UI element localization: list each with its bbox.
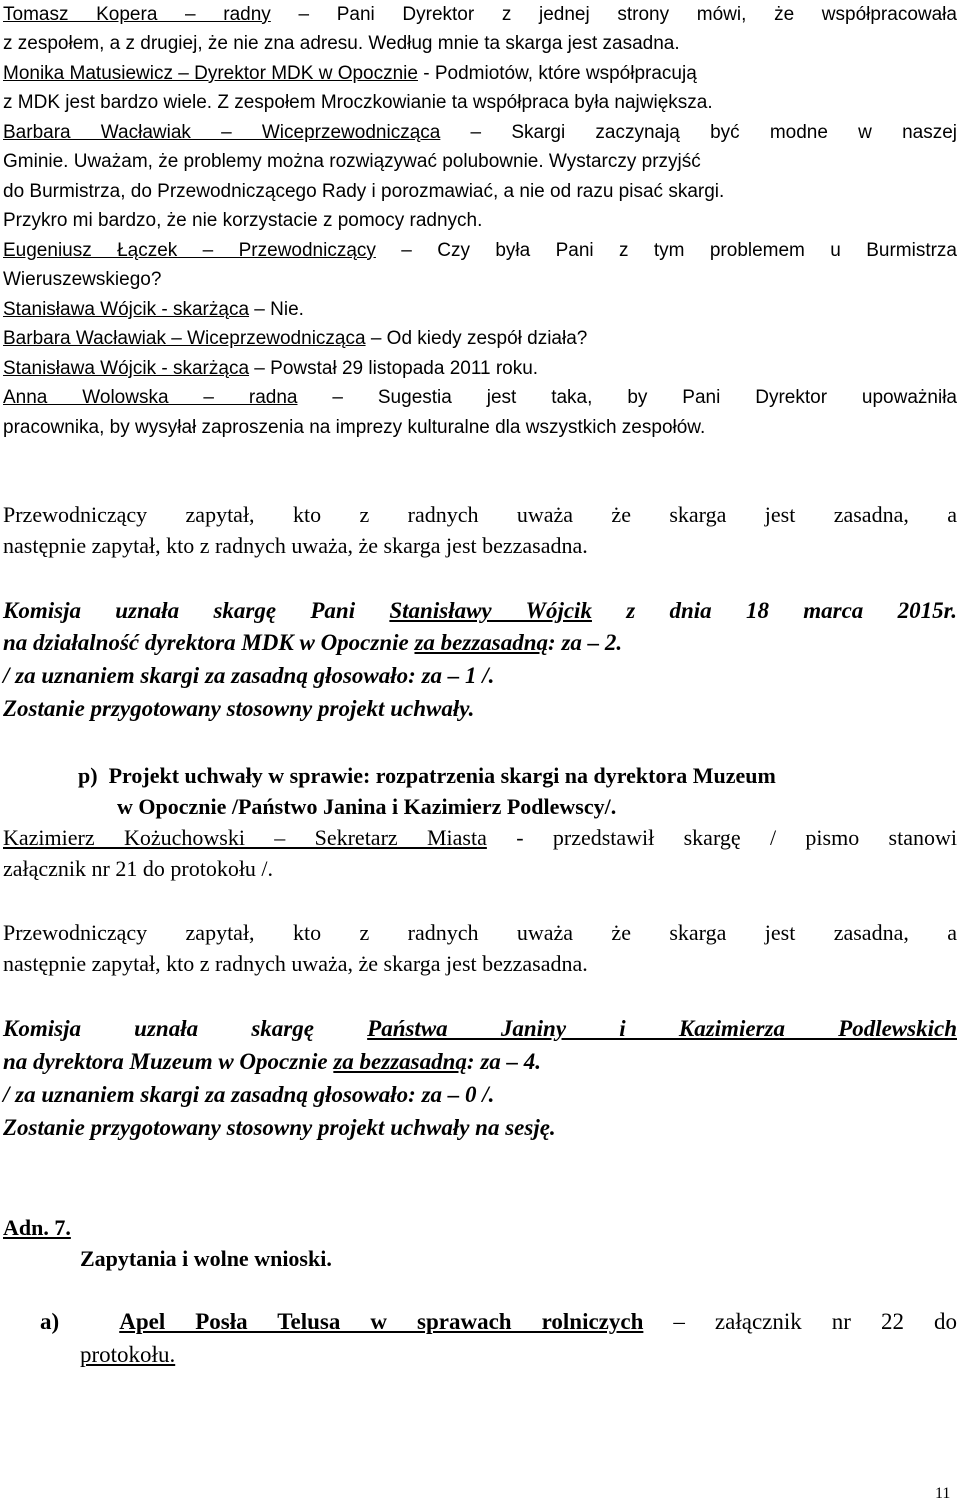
paragraph-wolowska-line2 bbox=[3, 413, 957, 442]
kozuchowski-text-2: załącznik nr 21 do protokołu /. bbox=[3, 856, 274, 881]
decision-1-line3 bbox=[3, 661, 957, 690]
dec1-l3: / za uznaniem skargi za zasadną głosowało: za – 1 /. bbox=[3, 663, 495, 688]
speaker-wolowska: Anna Wolowska – radna bbox=[3, 387, 298, 408]
waclawiak-text-4: Przykro mi bardzo, że nie korzystacie z pomocy radnych. bbox=[3, 210, 483, 231]
vote2-text-2: następnie zapytał, kto z radnych uważa, że skarga jest bezzasadna. bbox=[3, 951, 588, 976]
item-a-text-2: protokołu. bbox=[80, 1342, 176, 1367]
vote1-text-1: Przewodniczący zapytał, kto z radnych uważa że skarga jest zasadna, a bbox=[3, 502, 957, 527]
waclawiak-2-text: – Od kiedy zespół działa? bbox=[365, 328, 588, 349]
item-p-marker: p) bbox=[78, 763, 98, 788]
speaker-kozuchowski: Kazimierz Kożuchowski – Sekretarz Miasta bbox=[3, 825, 487, 850]
kozuchowski-text-1: - przedstawił skargę / pismo stanowi bbox=[486, 825, 957, 850]
section-heading bbox=[80, 1244, 957, 1273]
decision-1-line4 bbox=[3, 694, 957, 723]
item-p-line2 bbox=[117, 792, 957, 821]
page-number: 11 bbox=[935, 1485, 951, 1502]
dec2-l2-b: : za – 4. bbox=[466, 1049, 542, 1074]
vote-statement-1-line2 bbox=[3, 531, 957, 560]
section-label: Adn. 7. bbox=[3, 1215, 71, 1240]
paragraph-kozuchowski-line2 bbox=[3, 854, 957, 883]
paragraph-wolowska-line1 bbox=[3, 383, 957, 412]
decision-1-line2 bbox=[3, 628, 957, 657]
dec1-l2-b: : za – 2. bbox=[548, 630, 623, 655]
speaker-laczek: Eugeniusz Łączek – Przewodniczący bbox=[3, 240, 376, 261]
matusiewicz-text-2: z MDK jest bardzo wiele. Z zespołem Mroczkowianie ta współpraca była największa. bbox=[3, 92, 713, 113]
paragraph-wojcik-2 bbox=[3, 354, 957, 383]
vote-statement-1-line1 bbox=[3, 500, 957, 529]
dec2-l2-a: na dyrektora Muzeum w Opocznie bbox=[3, 1049, 334, 1074]
dec1-l2-a: na działalność dyrektora MDK w Opocznie bbox=[3, 630, 415, 655]
paragraph-wojcik-1 bbox=[3, 295, 957, 324]
waclawiak-text-1: – Skargi zaczynają być modne w naszej bbox=[440, 122, 957, 143]
item-a-marker: a) bbox=[40, 1309, 60, 1334]
decision-2-line1 bbox=[3, 1014, 957, 1043]
vote-statement-2-line2 bbox=[3, 949, 957, 978]
waclawiak-text-3: do Burmistrza, do Przewodniczącego Rady i porozmawiać, a nie od razu pisać skargi. bbox=[3, 181, 725, 202]
item-p-line1 bbox=[78, 761, 958, 790]
paragraph-waclawiak-line1 bbox=[3, 118, 957, 147]
vote-statement-2-line1 bbox=[3, 918, 957, 947]
dec2-l3: / za uznaniem skargi za zasadną głosowało: za – 0 /. bbox=[3, 1082, 495, 1107]
speaker-waclawiak-2: Barbara Wacławiak – Wiceprzewodnicząca bbox=[3, 328, 366, 349]
dec1-complainant: Stanisławy Wójcik bbox=[389, 598, 592, 623]
item-p-text-1: Projekt uchwały w sprawie: rozpatrzenia skargi na dyrektora Muzeum bbox=[108, 763, 776, 788]
item-a-title: Apel Posła Telusa w sprawach rolniczych bbox=[119, 1309, 644, 1334]
speaker-wojcik-1: Stanisława Wójcik - skarżąca bbox=[3, 299, 250, 320]
wojcik-text-1: – Nie. bbox=[249, 299, 304, 320]
matusiewicz-text-1: - Podmiotów, które współpracują bbox=[417, 63, 697, 84]
speaker-wojcik-2: Stanisława Wójcik - skarżąca bbox=[3, 358, 250, 379]
decision-2-line2 bbox=[3, 1047, 957, 1076]
item-a-line2 bbox=[80, 1340, 957, 1369]
speaker-kopera: Tomasz Kopera – radny bbox=[3, 4, 271, 25]
wojcik-text-2: – Powstał 29 listopada 2011 roku. bbox=[249, 358, 539, 379]
paragraph-matusiewicz-line1 bbox=[3, 59, 957, 88]
item-a-rest: – załącznik nr 22 do bbox=[643, 1309, 958, 1334]
dec2-complainant: Państwa Janiny i Kazimierza Podlewskich bbox=[367, 1016, 957, 1041]
paragraph-waclawiak-line2 bbox=[3, 147, 957, 176]
laczek-text-1: – Czy była Pani z tym problemem u Burmistrza bbox=[375, 240, 958, 261]
speaker-matusiewicz: Monika Matusiewicz – Dyrektor MDK w Opocznie bbox=[3, 63, 418, 84]
paragraph-kopera-line1 bbox=[3, 0, 957, 29]
paragraph-kopera-line2 bbox=[3, 29, 957, 58]
paragraph-waclawiak-2 bbox=[3, 324, 957, 353]
dec1-l4: Zostanie przygotowany stosowny projekt uchwały. bbox=[3, 696, 475, 721]
item-a-line1 bbox=[40, 1307, 957, 1336]
section-heading-text: Zapytania i wolne wnioski. bbox=[80, 1246, 332, 1271]
dec1-l2-verdict: za bezzasadną bbox=[414, 630, 549, 655]
wolowska-text-2: pracownika, by wysyłał zaproszenia na imprezy kulturalne dla wszystkich zespołów. bbox=[3, 417, 706, 438]
section-adn-7 bbox=[3, 1213, 957, 1242]
speaker-waclawiak: Barbara Wacławiak – Wiceprzewodnicząca bbox=[3, 122, 441, 143]
kopera-text-2: z zespołem, a z drugiej, że nie zna adresu. Według mnie ta skarga jest zasadna. bbox=[3, 33, 680, 54]
wolowska-text-1: – Sugestia jest taka, by Pani Dyrektor upoważniła bbox=[297, 387, 957, 408]
waclawiak-text-2: Gminie. Uważam, że problemy można rozwiązywać polubownie. Wystarczy przyjść bbox=[3, 151, 701, 172]
kopera-text-1: – Pani Dyrektor z jednej strony mówi, że współpracowała bbox=[270, 4, 957, 25]
item-p-text-2: w Opocznie /Państwo Janina i Kazimierz Podlewscy/. bbox=[117, 794, 617, 819]
laczek-text-2: Wieruszewskiego? bbox=[3, 269, 162, 290]
paragraph-laczek-line1 bbox=[3, 236, 957, 265]
dec1-text-a: Komisja uznała skargę Pani bbox=[3, 598, 390, 623]
vote2-text-1: Przewodniczący zapytał, kto z radnych uważa że skarga jest zasadna, a bbox=[3, 920, 957, 945]
dec2-l4: Zostanie przygotowany stosowny projekt uchwały na sesję. bbox=[3, 1115, 556, 1140]
dec1-text-b: z dnia 18 marca 2015r. bbox=[591, 598, 957, 623]
dec2-l2-verdict: za bezzasadną bbox=[333, 1049, 467, 1074]
decision-2-line3 bbox=[3, 1080, 957, 1109]
vote1-text-2: następnie zapytał, kto z radnych uważa, że skarga jest bezzasadna. bbox=[3, 533, 588, 558]
paragraph-laczek-line2 bbox=[3, 265, 957, 294]
paragraph-waclawiak-line4 bbox=[3, 206, 957, 235]
paragraph-waclawiak-line3 bbox=[3, 177, 957, 206]
decision-1-line1 bbox=[3, 596, 957, 625]
paragraph-kozuchowski-line1 bbox=[3, 823, 957, 852]
paragraph-matusiewicz-line2 bbox=[3, 88, 957, 117]
decision-2-line4 bbox=[3, 1113, 957, 1142]
dec2-text-a: Komisja uznała skargę bbox=[3, 1016, 368, 1041]
